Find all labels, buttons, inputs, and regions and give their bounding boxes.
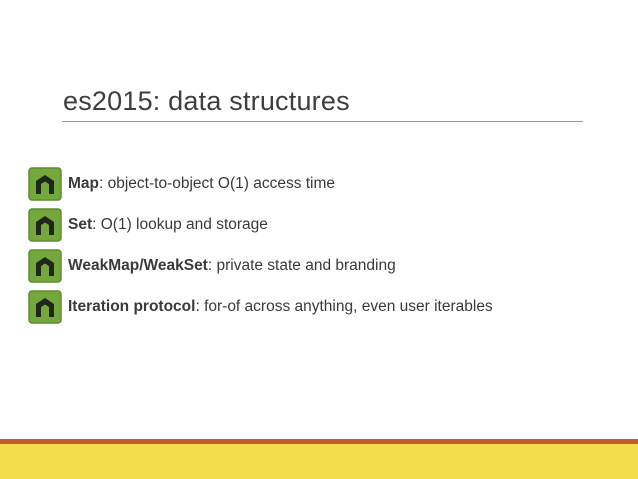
- node-logo-icon: [27, 289, 63, 325]
- bullet-list: [27, 163, 617, 327]
- node-logo-icon: [27, 248, 63, 284]
- slide-title: es2015: data structures: [63, 86, 350, 116]
- bullet-term: WeakMap/WeakSet: [68, 256, 208, 274]
- bullet-text: [68, 298, 493, 316]
- bullet-term: Map: [68, 174, 99, 192]
- node-logo-icon: [27, 166, 63, 202]
- bullet-item: [27, 204, 617, 245]
- bullet-description: : private state and branding: [207, 256, 396, 274]
- footer-band: [0, 444, 638, 479]
- bullet-item: [27, 286, 617, 327]
- bullet-item: [27, 245, 617, 286]
- bullet-term: Set: [68, 215, 93, 233]
- title-divider: [62, 121, 583, 122]
- bullet-item: [27, 163, 617, 204]
- node-logo-icon: [27, 207, 63, 243]
- bullet-text: [68, 257, 396, 275]
- bullet-description: : object-to-object O(1) access time: [99, 174, 336, 192]
- bullet-term: Iteration protocol: [68, 297, 196, 315]
- bullet-description: : O(1) lookup and storage: [92, 215, 268, 233]
- bullet-text: [68, 216, 268, 234]
- bullet-text: [68, 175, 335, 193]
- bullet-description: : for-of across anything, even user iterables: [195, 297, 493, 315]
